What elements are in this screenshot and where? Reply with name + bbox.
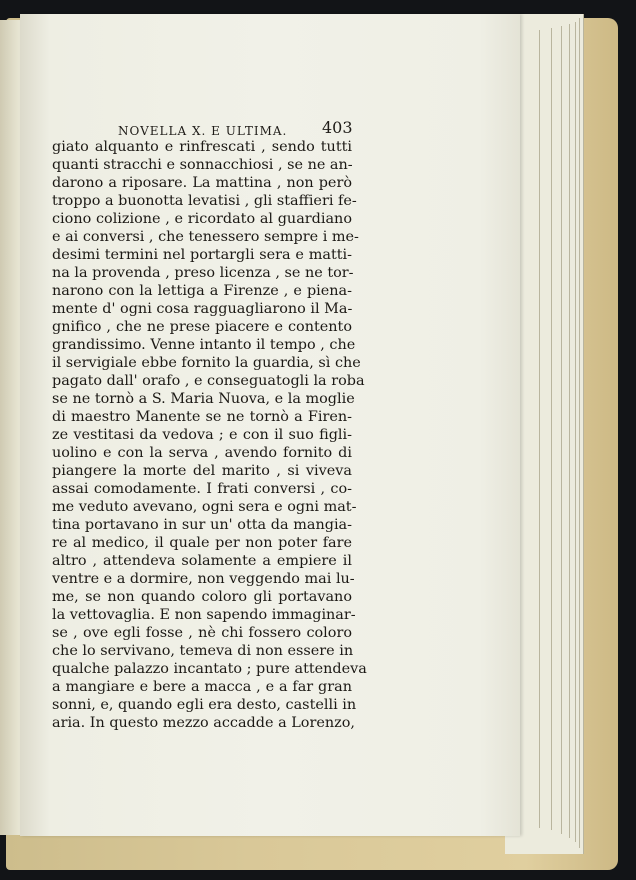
text-line: grandissimo. Venne intanto il tempo , che (52, 337, 356, 353)
text-line: se ne tornò a S. Maria Nuova, e la moglie (52, 391, 355, 407)
text-line: tina portavano in sur un' otta da mangia- (52, 517, 352, 533)
text-line: che lo servivano, temeva di non essere in (52, 643, 354, 659)
text-line: re al medico, il quale per non poter fare (52, 535, 352, 551)
text-line: qualche palazzo incantato ; pure attendeva (52, 661, 367, 677)
text-line: darono a riposare. La mattina , non però (52, 175, 352, 191)
running-header: NOVELLA X. E ULTIMA. (118, 124, 288, 138)
text-line: mente d' ogni cosa ragguagliarono il Ma- (52, 301, 353, 317)
text-line: desimi termini nel portargli sera e matti- (52, 247, 352, 263)
text-line: me, se non quando coloro gli portavano (52, 589, 352, 605)
text-line: piangere la morte del marito , si viveva (52, 463, 352, 479)
text-line: il servigiale ebbe fornito la guardia, sì che (52, 355, 361, 371)
text-line: assai comodamente. I frati conversi , co- (52, 481, 352, 497)
text-line: quanti stracchi e sonnacchiosi , se ne an- (52, 157, 353, 173)
text-line: e ai conversi , che tenessero sempre i me- (52, 229, 359, 245)
text-line: di maestro Manente se ne tornò a Firen- (52, 409, 352, 425)
text-line: narono con la lettiga a Firenze , e piena- (52, 283, 352, 299)
text-line: ze vestitasi da vedova ; e con il suo figli- (52, 427, 352, 443)
text-line: pagato dall' orafo , e conseguatogli la roba (52, 373, 365, 389)
text-line: se , ove egli fosse , nè chi fossero coloro (52, 625, 352, 641)
text-line: aria. In questo mezzo accadde a Lorenzo, (52, 715, 355, 731)
text-line: na la provenda , preso licenza , se ne tor- (52, 265, 354, 281)
text-line: gnifico , che ne prese piacere e contento (52, 319, 352, 335)
text-line: giato alquanto e rinfrescati , sendo tutti (52, 139, 352, 155)
text-line: ciono colizione , e ricordato al guardiano (52, 211, 352, 227)
text-line: uolino e con la serva , avendo fornito di (52, 445, 352, 461)
text-line: troppo a buonotta levatisi , gli staffieri fe- (52, 193, 357, 209)
text-line: altro , attendeva solamente a empiere il (52, 553, 352, 569)
text-line: ventre e a dormire, non veggendo mai lu- (52, 571, 355, 587)
text-line: me veduto avevano, ogni sera e ogni mat- (52, 499, 357, 515)
body-text (52, 138, 367, 732)
page-number: 403 (322, 118, 353, 137)
text-line: la vettovaglia. E non sapendo immaginar- (52, 607, 356, 623)
text-line: a mangiare e bere a macca , e a far gran (52, 679, 352, 695)
text-line: sonni, e, quando egli era desto, castelli in (52, 697, 357, 713)
